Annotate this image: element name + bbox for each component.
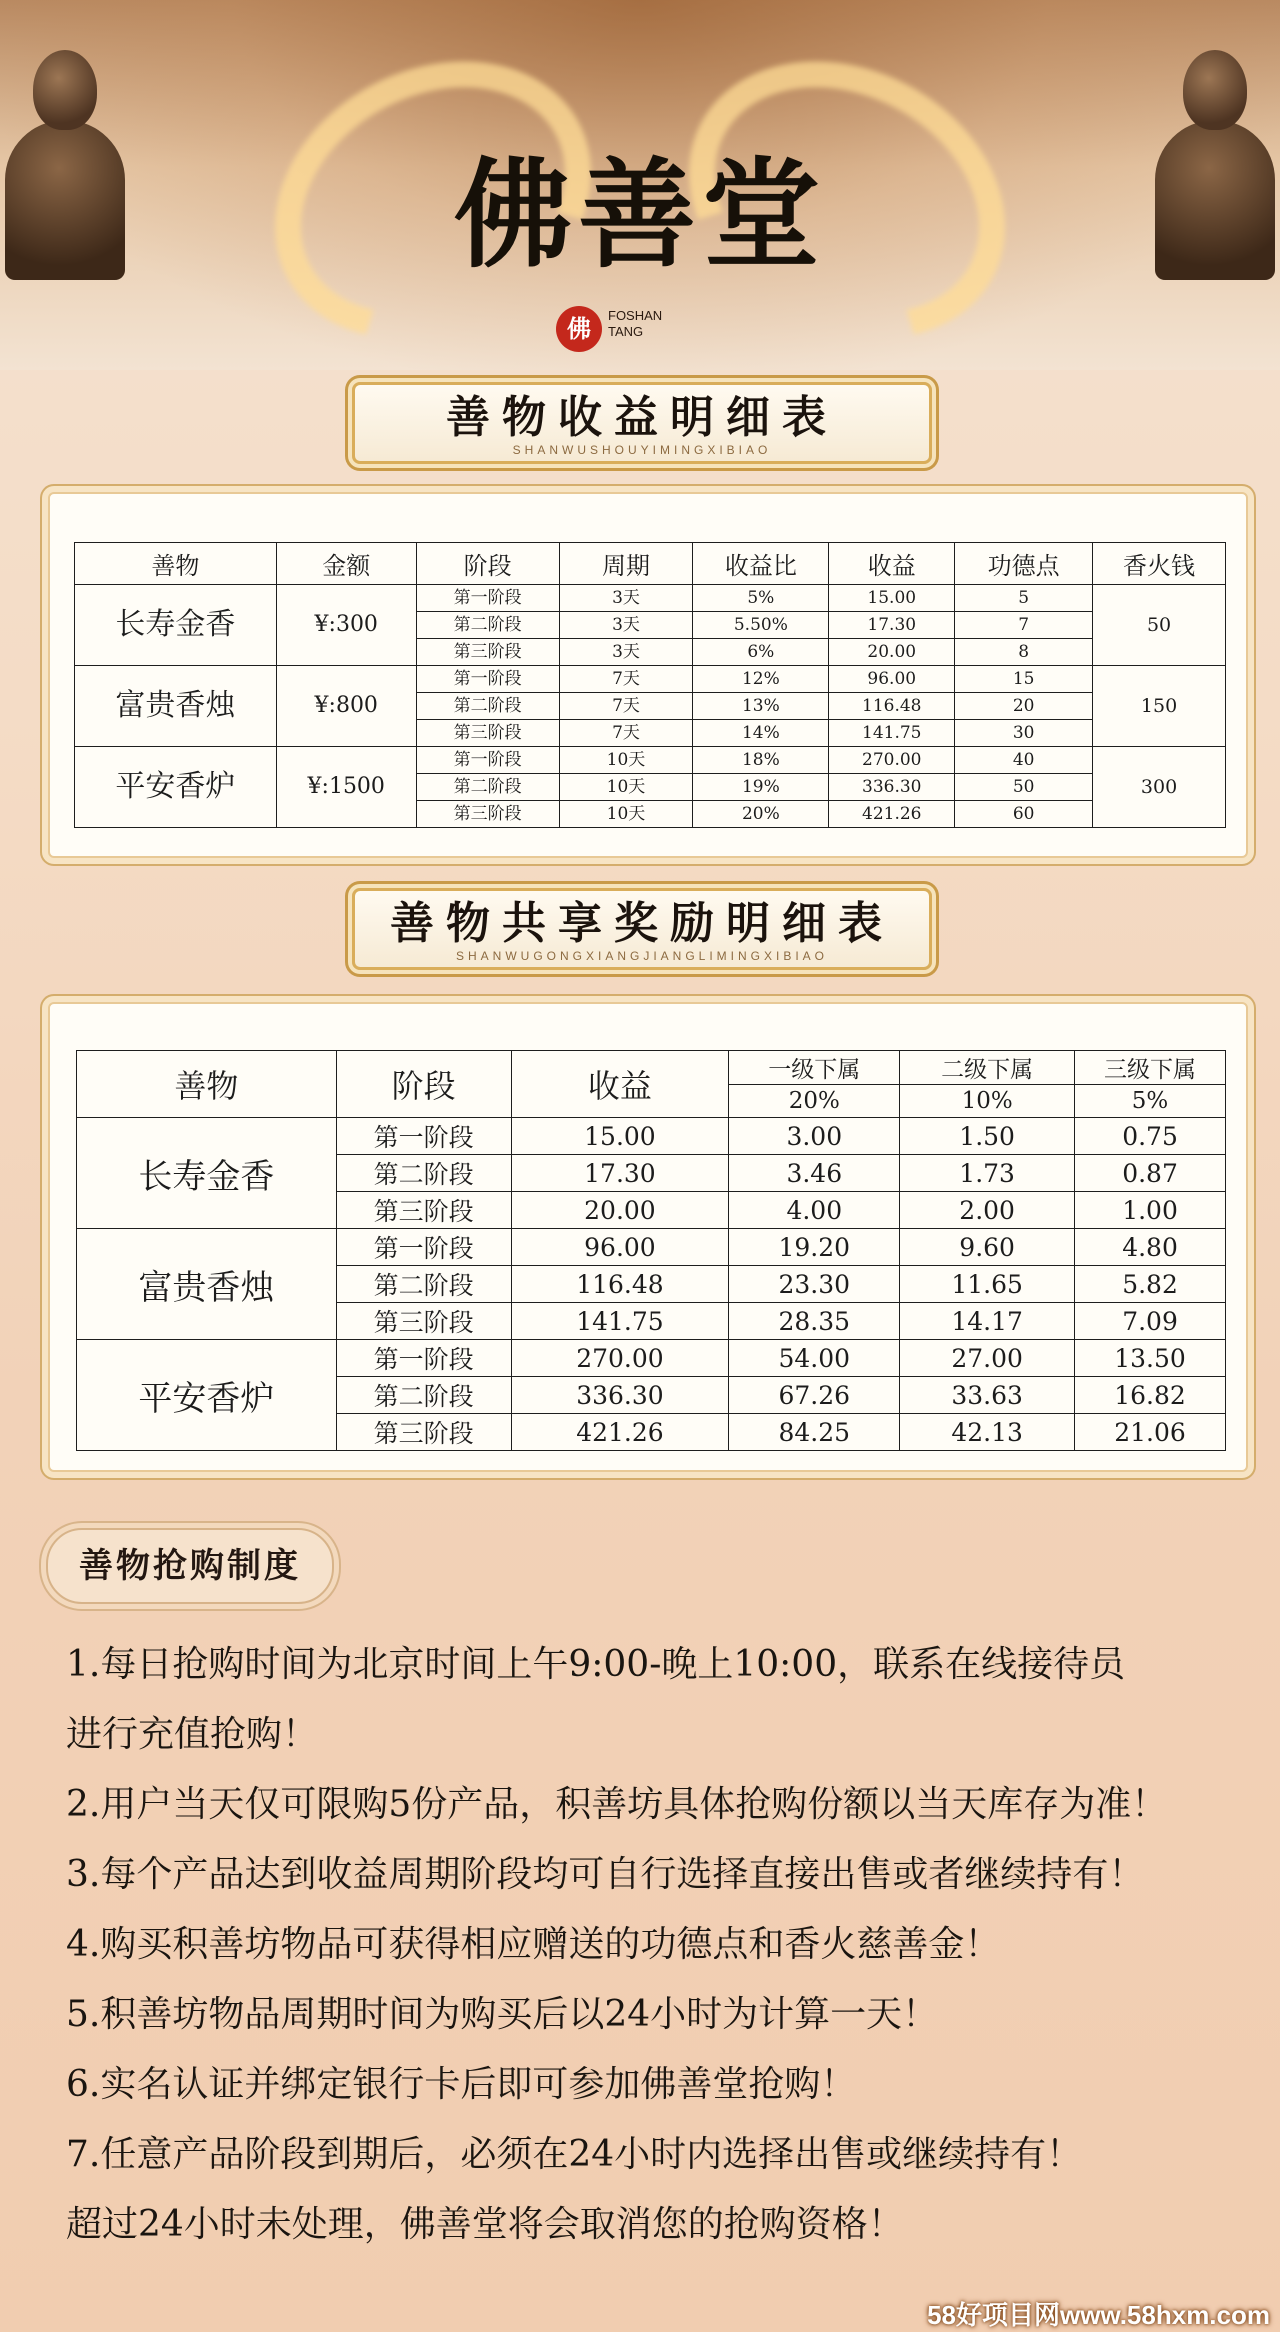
banner-title: 善物共享奖励明细表 (390, 898, 894, 949)
table-row (77, 1118, 1226, 1155)
rule-item: 超过24小时未处理，佛善堂将会取消您的抢购资格！ (66, 2204, 904, 2245)
buddha-body (1155, 120, 1275, 280)
level2-cell: 27.00 (900, 1340, 1075, 1377)
level3-cell: 0.75 (1075, 1118, 1226, 1155)
stage-cell: 第三阶段 (336, 1303, 511, 1340)
stage-cell: 第二阶段 (336, 1377, 511, 1414)
period-cell: 7天 (559, 693, 693, 720)
income-cell: 20.00 (511, 1192, 729, 1229)
header-cell: 周期 (559, 543, 693, 585)
table-header-row (75, 543, 1226, 585)
incense-money: 150 (1093, 666, 1226, 747)
income-cell: 20.00 (829, 639, 955, 666)
merit-cell: 30 (955, 720, 1093, 747)
level3-cell: 4.80 (1075, 1229, 1226, 1266)
stage-cell: 第三阶段 (416, 639, 559, 666)
banner-pinyin: SHANWUSHOUYIMINGXIBIAO (512, 443, 772, 457)
level2-cell: 33.63 (900, 1377, 1075, 1414)
ratio-cell: 5.50% (693, 612, 829, 639)
ratio-cell: 20% (693, 801, 829, 828)
level3-cell: 1.00 (1075, 1192, 1226, 1229)
ratio-cell: 19% (693, 774, 829, 801)
period-cell: 7天 (559, 666, 693, 693)
banner-title: 善物收益明细表 (446, 392, 838, 443)
header-cell: 收益 (829, 543, 955, 585)
level-percent: 5% (1075, 1085, 1226, 1118)
merit-cell: 40 (955, 747, 1093, 774)
buddha-body (5, 120, 125, 280)
product-name: 富贵香烛 (77, 1229, 337, 1340)
level1-cell: 28.35 (729, 1303, 900, 1340)
rule-item: 进行充值抢购！ (66, 1714, 319, 1755)
level2-cell: 14.17 (900, 1303, 1075, 1340)
income-cell: 141.75 (829, 720, 955, 747)
income-cell: 270.00 (829, 747, 955, 774)
ratio-cell: 18% (693, 747, 829, 774)
rule-item: 1.每日抢购时间为北京时间上午9:00-晚上10:00，联系在线接待员 (66, 1644, 1126, 1685)
income-cell: 421.26 (511, 1414, 729, 1451)
table-row (75, 666, 1226, 693)
ratio-cell: 14% (693, 720, 829, 747)
income-cell: 96.00 (511, 1229, 729, 1266)
level1-cell: 3.00 (729, 1118, 900, 1155)
merit-cell: 20 (955, 693, 1093, 720)
stage-cell: 第二阶段 (336, 1155, 511, 1192)
stage-cell: 第一阶段 (336, 1118, 511, 1155)
ratio-cell: 12% (693, 666, 829, 693)
site-watermark: 58好项目网www.58hxm.com (927, 2300, 1270, 2330)
product-name: 富贵香烛 (75, 666, 277, 747)
level1-cell: 67.26 (729, 1377, 900, 1414)
level3-cell: 7.09 (1075, 1303, 1226, 1340)
merit-cell: 15 (955, 666, 1093, 693)
income-cell: 116.48 (511, 1266, 729, 1303)
brand-seal: 佛 (556, 306, 602, 352)
period-cell: 7天 (559, 720, 693, 747)
header-cell: 收益 (511, 1051, 729, 1118)
product-amount: ¥:300 (276, 585, 416, 666)
table-row (75, 747, 1226, 774)
income-cell: 336.30 (511, 1377, 729, 1414)
product-name: 平安香炉 (77, 1340, 337, 1451)
rule-item: 2.用户当天仅可限购5份产品，积善坊具体抢购份额以当天库存为准！ (66, 1784, 1168, 1825)
table-row (77, 1340, 1226, 1377)
level-percent: 20% (729, 1085, 900, 1118)
stage-cell: 第二阶段 (416, 693, 559, 720)
header-cell: 阶段 (336, 1051, 511, 1118)
level-header: 二级下属 (900, 1051, 1075, 1085)
header-cell: 善物 (77, 1051, 337, 1118)
period-cell: 3天 (559, 585, 693, 612)
period-cell: 3天 (559, 612, 693, 639)
income-table-banner (352, 382, 932, 464)
buddha-head (1183, 50, 1247, 130)
incense-money: 300 (1093, 747, 1226, 828)
period-cell: 10天 (559, 801, 693, 828)
product-name: 长寿金香 (77, 1118, 337, 1229)
period-cell: 10天 (559, 747, 693, 774)
period-cell: 10天 (559, 774, 693, 801)
level2-cell: 42.13 (900, 1414, 1075, 1451)
header-background (0, 0, 1280, 370)
stage-cell: 第二阶段 (416, 612, 559, 639)
reward-table-banner (352, 888, 932, 970)
level-percent: 10% (900, 1085, 1075, 1118)
brand-subtitle (608, 308, 688, 340)
stage-cell: 第二阶段 (416, 774, 559, 801)
level3-cell: 5.82 (1075, 1266, 1226, 1303)
rule-item: 7.任意产品阶段到期后，必须在24小时内选择出售或继续持有！ (66, 2134, 1083, 2175)
rule-item: 3.每个产品达到收益周期阶段均可自行选择直接出售或者继续持有！ (66, 1854, 1145, 1895)
product-amount: ¥:800 (276, 666, 416, 747)
level-header: 一级下属 (729, 1051, 900, 1085)
stage-cell: 第一阶段 (416, 666, 559, 693)
header-cell: 金额 (276, 543, 416, 585)
merit-cell: 7 (955, 612, 1093, 639)
reward-table-panel (48, 1002, 1248, 1472)
income-cell: 421.26 (829, 801, 955, 828)
table-header-row (77, 1051, 1226, 1085)
level2-cell: 11.65 (900, 1266, 1075, 1303)
product-name: 长寿金香 (75, 585, 277, 666)
stage-cell: 第一阶段 (416, 585, 559, 612)
ratio-cell: 13% (693, 693, 829, 720)
rule-item: 5.积善坊物品周期时间为购买后以24小时为计算一天！ (66, 1994, 939, 2035)
stage-cell: 第一阶段 (336, 1229, 511, 1266)
stage-cell: 第一阶段 (416, 747, 559, 774)
stage-cell: 第二阶段 (336, 1266, 511, 1303)
income-cell: 336.30 (829, 774, 955, 801)
period-cell: 3天 (559, 639, 693, 666)
table-row (77, 1229, 1226, 1266)
income-cell: 17.30 (511, 1155, 729, 1192)
level1-cell: 54.00 (729, 1340, 900, 1377)
header-cell: 香火钱 (1093, 543, 1226, 585)
merit-cell: 60 (955, 801, 1093, 828)
buddha-head (33, 50, 97, 130)
income-cell: 17.30 (829, 612, 955, 639)
level2-cell: 1.50 (900, 1118, 1075, 1155)
stage-cell: 第三阶段 (416, 720, 559, 747)
level1-cell: 3.46 (729, 1155, 900, 1192)
income-cell: 270.00 (511, 1340, 729, 1377)
income-cell: 15.00 (511, 1118, 729, 1155)
level1-cell: 4.00 (729, 1192, 900, 1229)
income-cell: 96.00 (829, 666, 955, 693)
level3-cell: 0.87 (1075, 1155, 1226, 1192)
level3-cell: 16.82 (1075, 1377, 1226, 1414)
level1-cell: 19.20 (729, 1229, 900, 1266)
product-name: 平安香炉 (75, 747, 277, 828)
level1-cell: 84.25 (729, 1414, 900, 1451)
brand-title: 佛善堂 (453, 145, 826, 284)
rules-list (66, 1630, 1236, 2260)
rules-title-badge: 善物抢购制度 (46, 1528, 334, 1604)
product-amount: ¥:1500 (276, 747, 416, 828)
banner-pinyin: SHANWUGONGXIANGJIANGLIMINGXIBIAO (455, 949, 829, 963)
buddha-statue-right (1150, 40, 1280, 280)
header-cell: 善物 (75, 543, 277, 585)
merit-cell: 5 (955, 585, 1093, 612)
stage-cell: 第一阶段 (336, 1340, 511, 1377)
income-cell: 116.48 (829, 693, 955, 720)
level2-cell: 1.73 (900, 1155, 1075, 1192)
merit-cell: 50 (955, 774, 1093, 801)
level3-cell: 21.06 (1075, 1414, 1226, 1451)
level-header: 三级下属 (1075, 1051, 1226, 1085)
stage-cell: 第三阶段 (336, 1192, 511, 1229)
level3-cell: 13.50 (1075, 1340, 1226, 1377)
incense-money: 50 (1093, 585, 1226, 666)
level2-cell: 9.60 (900, 1229, 1075, 1266)
ratio-cell: 6% (693, 639, 829, 666)
income-cell: 141.75 (511, 1303, 729, 1340)
income-table (74, 542, 1226, 828)
level2-cell: 2.00 (900, 1192, 1075, 1229)
ratio-cell: 5% (693, 585, 829, 612)
merit-cell: 8 (955, 639, 1093, 666)
header-cell: 收益比 (693, 543, 829, 585)
brand-subtitle-line2: TANG (608, 324, 644, 339)
buddha-statue-left (0, 40, 130, 280)
rule-item: 6.实名认证并绑定银行卡后即可参加佛善堂抢购！ (66, 2064, 857, 2105)
rule-item: 4.购买积善坊物品可获得相应赠送的功德点和香火慈善金！ (66, 1924, 1001, 1965)
header-cell: 阶段 (416, 543, 559, 585)
income-cell: 15.00 (829, 585, 955, 612)
income-table-panel (48, 492, 1248, 858)
header-cell: 功德点 (955, 543, 1093, 585)
reward-table (76, 1050, 1226, 1451)
table-row (75, 585, 1226, 612)
stage-cell: 第三阶段 (336, 1414, 511, 1451)
level1-cell: 23.30 (729, 1266, 900, 1303)
stage-cell: 第三阶段 (416, 801, 559, 828)
brand-subtitle-line1: FOSHAN (608, 308, 663, 323)
